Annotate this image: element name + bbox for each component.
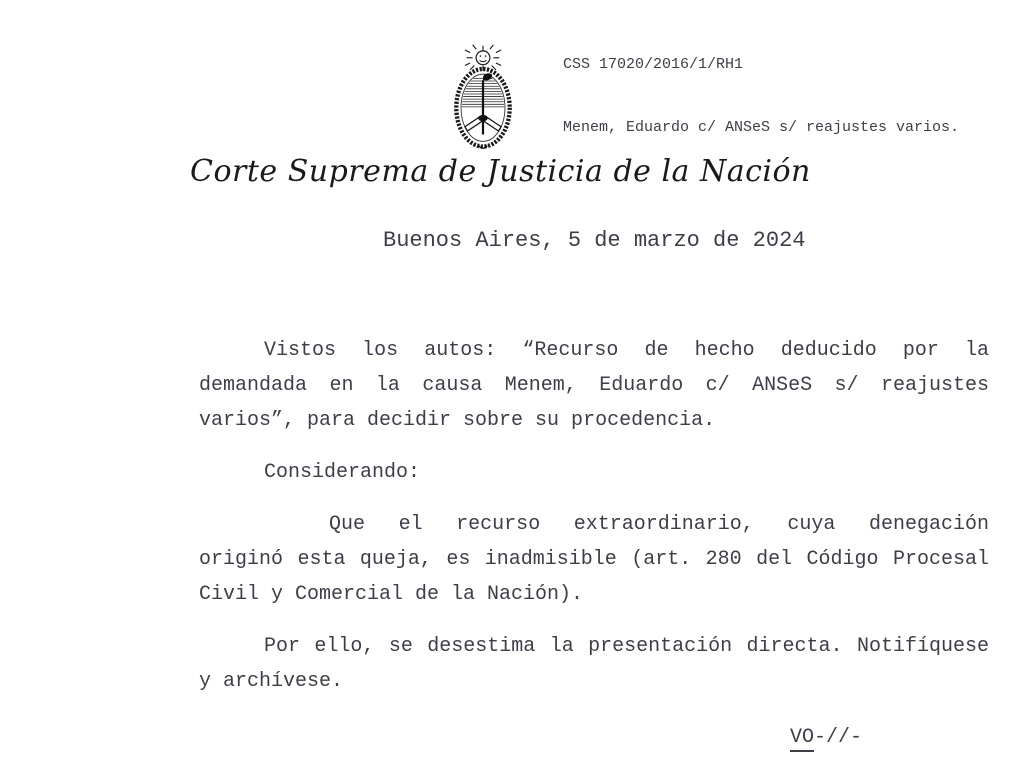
document-paragraph [199,333,989,438]
document-line: Civil y Comercial de la Nación). [199,583,584,606]
dateline: Buenos Aires, 5 de marzo de 2024 [383,228,806,253]
document-line: Que el recurso extraordinario, cuya denegación [329,513,989,536]
document-paragraph [199,455,989,490]
document-line: originó esta queja, es inadmisible (art. 280 del Código Procesal [199,548,989,571]
document-paragraph [199,507,989,612]
document-line: Vistos los autos: “Recurso de hecho deducido por la [264,339,989,362]
case-caption: Menem, Eduardo c/ ANSeS s/ reajustes varios. [563,119,960,136]
document-line: demandada en la causa Menem, Eduardo c/ ANSeS s/ reajustes [199,374,989,397]
closing-initials: VO [790,726,814,752]
argentina-coat-of-arms-icon [444,44,522,156]
case-number: CSS 17020/2016/1/RH1 [563,56,744,73]
document-line: y archívese. [199,670,344,693]
document-line: varios”, para decidir sobre su procedencia. [199,409,716,432]
document-paragraph [199,629,989,699]
document-line: Considerando: [264,461,421,484]
document-line: Por ello, se desestima la presentación directa. Notifíquese [264,635,989,658]
closing-dashes: -//- [814,726,863,749]
court-title: Corte Suprema de Justicia de la Nación [190,154,811,189]
closing-mark [790,726,862,749]
document-body [199,333,989,716]
